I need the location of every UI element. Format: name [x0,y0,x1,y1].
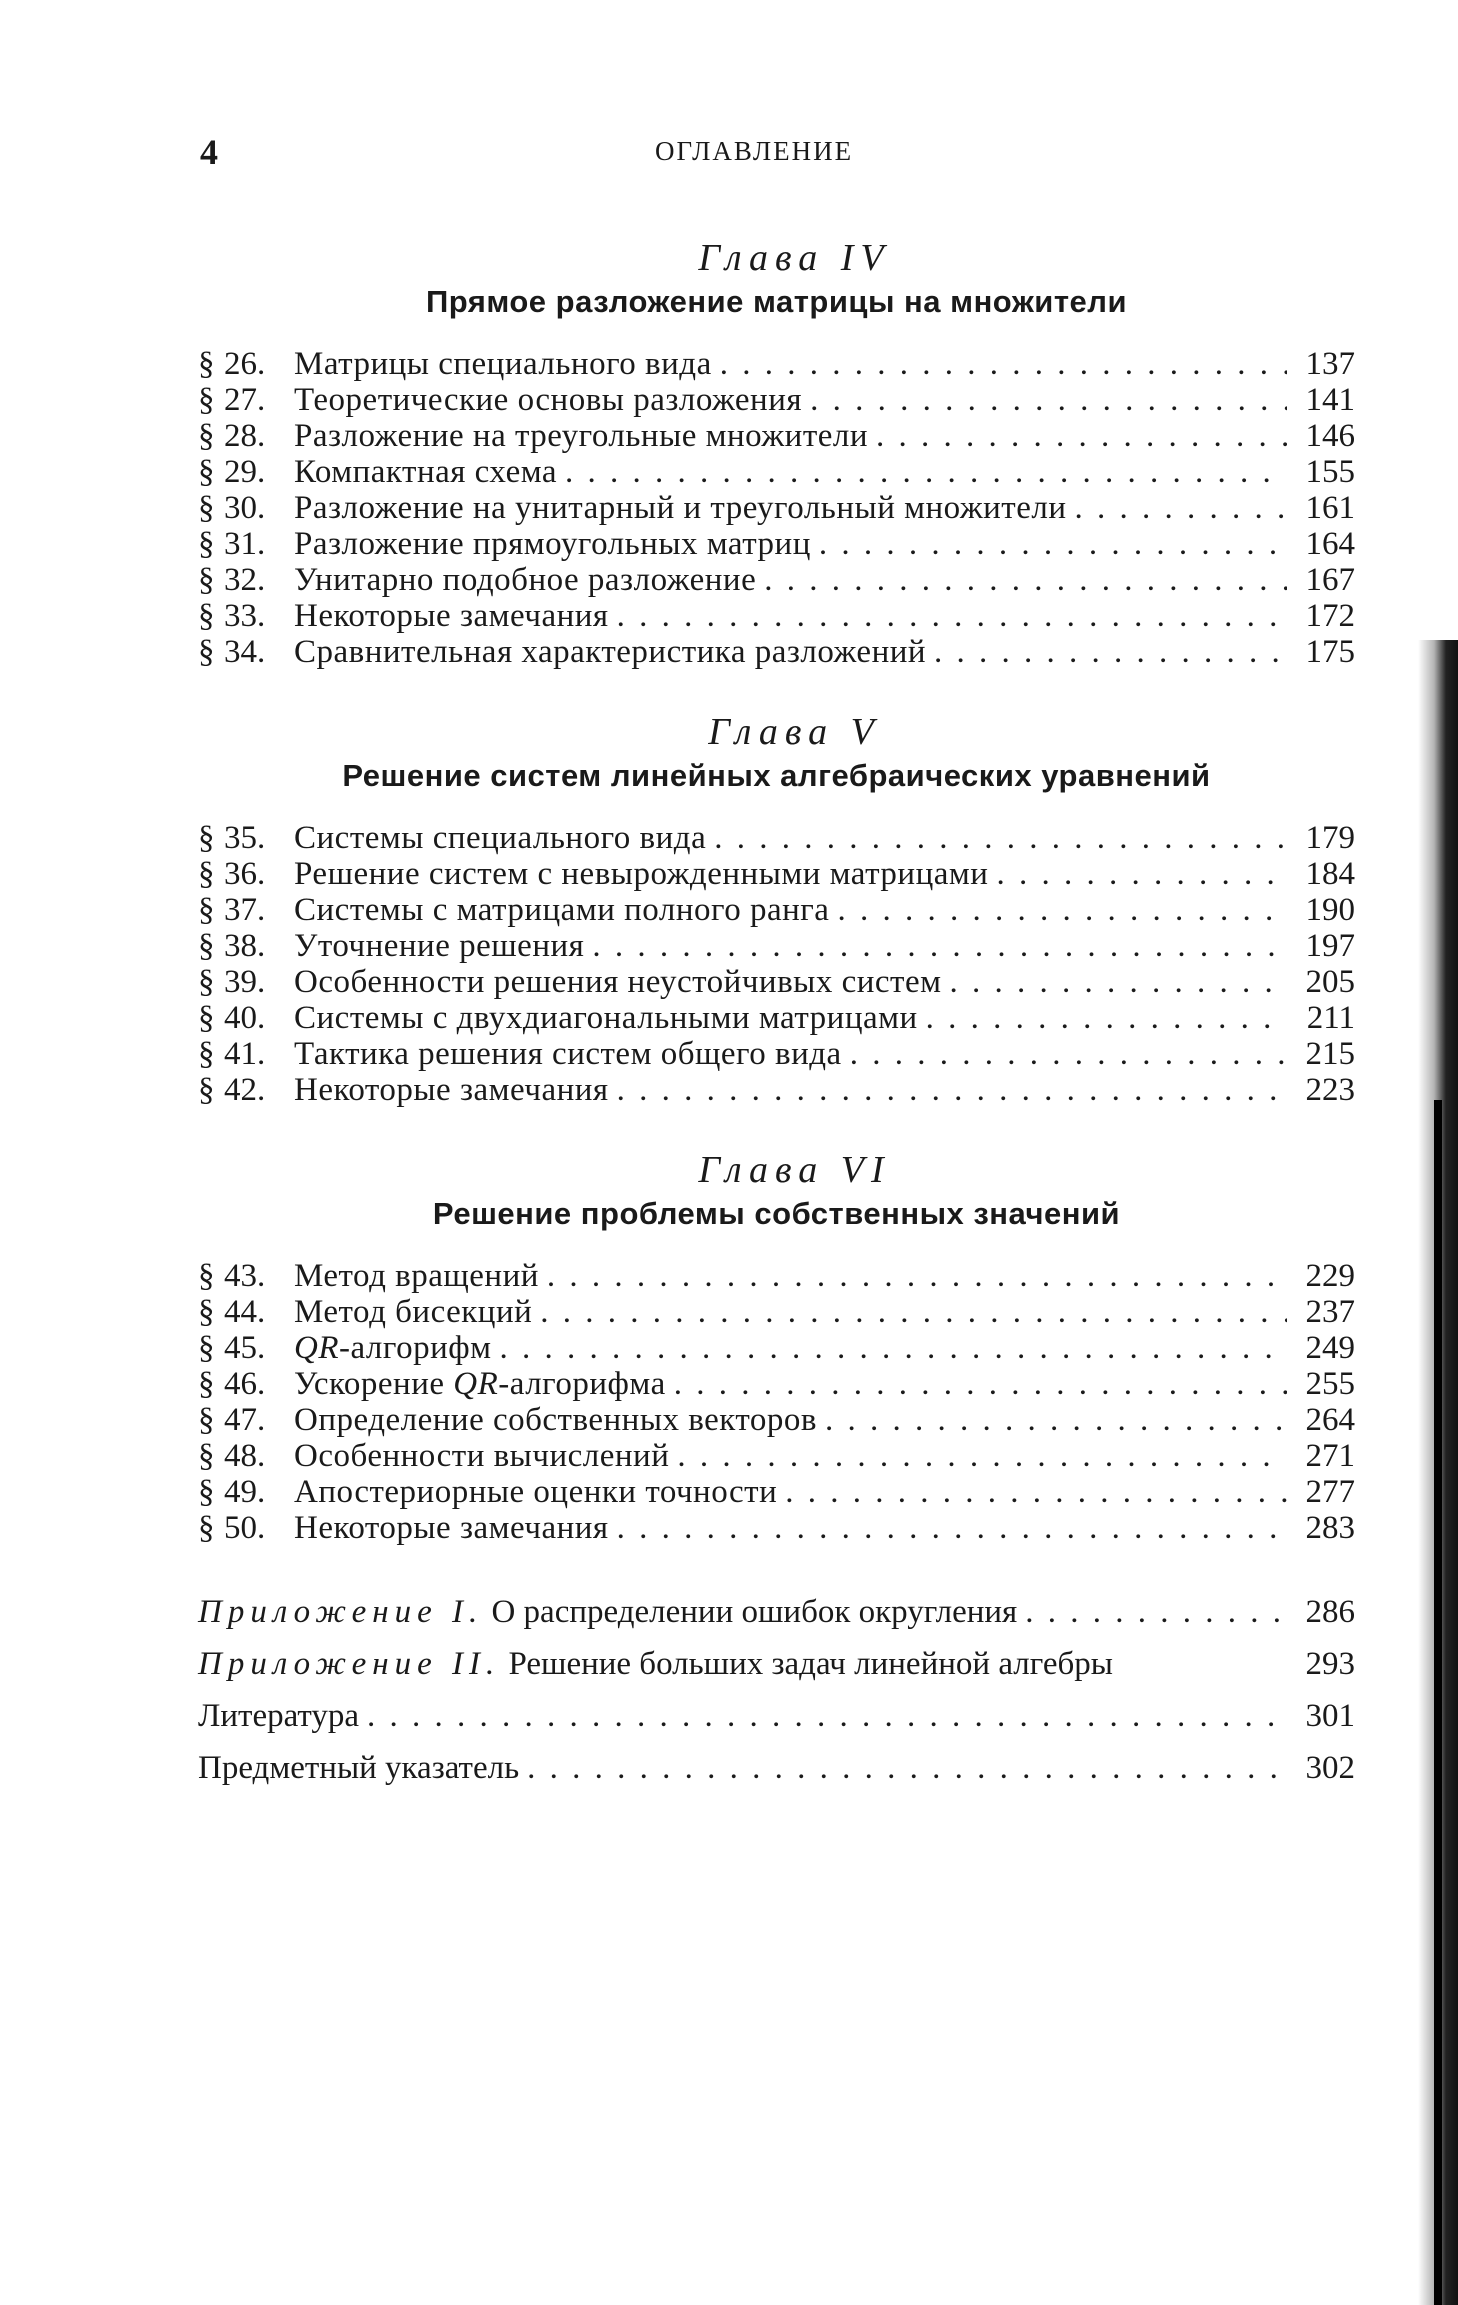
toc-entry[interactable] [198,382,1355,418]
section-title: Компактная схема [294,454,558,490]
toc-entry[interactable] [198,820,1355,856]
dot-leader [500,1330,1287,1366]
dot-leader [1025,1586,1287,1638]
section-title: Ускорение QR-алгорифма [294,1366,666,1402]
dot-leader [720,346,1287,382]
section-list [198,1258,1355,1546]
chapter-block [198,710,1355,1108]
dot-leader [996,856,1287,892]
section-title: Особенности решения неустойчивых систем [294,964,942,1000]
chapter-title: Решение проблемы собственных значений [432,1196,1121,1231]
page-reference: 161 [1305,490,1355,526]
section-title: Системы специального вида [294,820,707,856]
dot-leader [819,526,1287,562]
toc-entry[interactable] [198,1510,1355,1546]
appendix-text: Решение больших задач линейной алгебры [508,1646,1113,1682]
chapter-title: Решение систем линейных алгебраических уравнений [342,758,1211,793]
dot-leader [837,892,1287,928]
section-number: 37. [224,892,266,928]
dot-leader [547,1258,1287,1294]
dot-leader [677,1438,1287,1474]
page-reference: 184 [1305,856,1355,892]
dot-leader [540,1294,1287,1330]
appendix-title [198,1586,1017,1638]
section-number: 46. [224,1366,266,1402]
section-mark: § [198,1000,215,1036]
chapter-label: Глава V [708,711,881,753]
section-title: Апостериорные оценки точности [294,1474,778,1510]
section-title: Матрицы специального вида [294,346,712,382]
section-number: 42. [224,1072,266,1108]
section-number: 49. [224,1474,266,1510]
section-number: 27. [224,382,266,418]
appendix-label: Приложение II. [198,1646,501,1682]
table-of-contents [198,236,1355,1794]
dot-leader [617,1510,1287,1546]
dot-leader [527,1742,1287,1794]
section-title: Особенности вычислений [294,1438,670,1474]
running-head: ОГЛАВЛЕНИЕ [655,136,854,166]
page-number: 4 [200,132,218,172]
appendix-list [198,1586,1355,1794]
section-mark: § [198,490,215,526]
section-number: 36. [224,856,266,892]
section-mark: § [198,1072,215,1108]
chapter-block [198,1148,1355,1546]
section-number: 40. [224,1000,266,1036]
section-number: 43. [224,1258,266,1294]
section-title: Определение собственных векторов [294,1402,817,1438]
toc-entry[interactable] [198,1330,1355,1366]
section-mark: § [198,1258,215,1294]
section-title: Разложение на треугольные множители [294,418,869,454]
section-number: 41. [224,1036,266,1072]
toc-entry[interactable] [198,1366,1355,1402]
back-matter-title: Предметный указатель [198,1750,520,1786]
page-reference: 190 [1305,892,1355,928]
section-mark: § [198,820,215,856]
toc-entry[interactable] [198,598,1355,634]
section-title: Метод вращений [294,1258,539,1294]
toc-entry[interactable] [198,892,1355,928]
section-title: Теоретические основы разложения [294,382,803,418]
page-reference: 223 [1305,1072,1355,1108]
page-reference: 302 [1305,1750,1355,1786]
page-reference: 205 [1305,964,1355,1000]
toc-entry[interactable] [198,964,1355,1000]
page-reference: 283 [1305,1510,1355,1546]
page-reference: 301 [1305,1698,1355,1734]
section-title: Унитарно подобное разложение [294,562,757,598]
section-mark: § [198,964,215,1000]
section-number: 38. [224,928,266,964]
appendix-entry[interactable] [198,1586,1355,1638]
dot-leader [617,598,1287,634]
section-title: QR-алгорифм [294,1330,492,1366]
page-reference: 137 [1305,346,1355,382]
section-mark: § [198,562,215,598]
section-number: 39. [224,964,266,1000]
page-reference: 271 [1305,1438,1355,1474]
appendix-label: Приложение I. [198,1594,484,1630]
section-title: Тактика решения систем общего вида [294,1036,842,1072]
back-matter-entry[interactable] [198,1690,1355,1742]
section-mark: § [198,382,215,418]
section-number: 48. [224,1438,266,1474]
section-mark: § [198,634,215,670]
toc-entry[interactable] [198,1072,1355,1108]
section-mark: § [198,1366,215,1402]
dot-leader [764,562,1287,598]
back-matter-title: Литература [198,1698,360,1734]
section-number: 33. [224,598,266,634]
section-mark: § [198,928,215,964]
section-mark: § [198,598,215,634]
toc-entry[interactable] [198,856,1355,892]
dot-leader [714,820,1287,856]
chapter-label: Глава VI [698,1149,891,1191]
section-number: 28. [224,418,266,454]
page-reference: 293 [1305,1646,1355,1682]
section-mark: § [198,526,215,562]
dot-leader [926,1000,1287,1036]
section-mark: § [198,856,215,892]
page-reference: 167 [1305,562,1355,598]
toc-entry[interactable] [198,634,1355,670]
toc-entry[interactable] [198,418,1355,454]
toc-entry[interactable] [198,562,1355,598]
section-title: Разложение на унитарный и треугольный множители [294,490,1067,526]
toc-entry[interactable] [198,490,1355,526]
section-title: Некоторые замечания [294,1072,609,1108]
dot-leader [950,964,1288,1000]
page-reference: 286 [1305,1594,1355,1630]
section-title: Метод бисекций [294,1294,533,1330]
section-mark: § [198,346,215,382]
section-number: 35. [224,820,266,856]
toc-entry[interactable] [198,346,1355,382]
section-mark: § [198,1474,215,1510]
dot-leader [674,1366,1287,1402]
section-title: Некоторые замечания [294,1510,609,1546]
page-reference: 211 [1306,1000,1355,1036]
toc-entry[interactable] [198,1294,1355,1330]
page-reference: 215 [1305,1036,1355,1072]
toc-entry[interactable] [198,1474,1355,1510]
dot-leader [876,418,1287,454]
section-mark: § [198,1510,215,1546]
section-list [198,820,1355,1108]
dot-leader [565,454,1287,490]
dot-leader [934,634,1287,670]
dot-leader [592,928,1287,964]
section-title: Системы с матрицами полного ранга [294,892,830,928]
section-number: 26. [224,346,266,382]
page-reference: 175 [1305,634,1355,670]
appendix-text: О распределении ошибок округления [491,1594,1018,1630]
dot-leader [617,1072,1287,1108]
section-mark: § [198,1438,215,1474]
section-title: Решение систем с невырожденными матрицами [294,856,989,892]
chapter-title: Прямое разложение матрицы на множители [425,284,1128,319]
toc-entry[interactable] [198,1402,1355,1438]
toc-entry[interactable] [198,1438,1355,1474]
back-matter-entry[interactable] [198,1742,1355,1794]
section-number: 47. [224,1402,266,1438]
chapter-block [198,236,1355,670]
page-reference: 164 [1305,526,1355,562]
toc-entry[interactable] [198,526,1355,562]
section-number: 45. [224,1330,266,1366]
section-number: 31. [224,526,266,562]
section-list [198,346,1355,670]
section-mark: § [198,1402,215,1438]
section-number: 29. [224,454,266,490]
section-title: Разложение прямоугольных матриц [294,526,811,562]
section-mark: § [198,1330,215,1366]
section-mark: § [198,1036,215,1072]
page-reference: 277 [1305,1474,1355,1510]
dot-leader [1074,490,1287,526]
section-mark: § [198,454,215,490]
section-title: Некоторые замечания [294,598,609,634]
page-reference: 229 [1305,1258,1355,1294]
section-title: Системы с двухдиагональными матрицами [294,1000,918,1036]
page-reference: 197 [1305,928,1355,964]
toc-entry[interactable] [198,928,1355,964]
toc-entry[interactable] [198,454,1355,490]
toc-entry[interactable] [198,1258,1355,1294]
section-mark: § [198,892,215,928]
appendix-entry[interactable] [198,1638,1355,1690]
page-reference: 146 [1305,418,1355,454]
dot-leader [785,1474,1287,1510]
page-reference: 155 [1305,454,1355,490]
section-number: 44. [224,1294,266,1330]
section-number: 50. [224,1510,266,1546]
section-mark: § [198,418,215,454]
page-reference: 237 [1305,1294,1355,1330]
dot-leader [825,1402,1287,1438]
dot-leader [367,1690,1287,1742]
page-reference: 141 [1305,382,1355,418]
section-number: 30. [224,490,266,526]
toc-entry[interactable] [198,1000,1355,1036]
chapter-label: Глава IV [698,237,891,279]
section-number: 34. [224,634,266,670]
section-title: Сравнительная характеристика разложений [294,634,927,670]
dot-leader [850,1036,1287,1072]
page-reference: 179 [1305,820,1355,856]
appendix-title [198,1638,1113,1690]
section-number: 32. [224,562,266,598]
dot-leader [810,382,1287,418]
page-reference: 264 [1305,1402,1355,1438]
page-edge-line [1434,1100,1442,2305]
section-mark: § [198,1294,215,1330]
page-reference: 255 [1305,1366,1355,1402]
section-title: Уточнение решения [294,928,585,964]
page-reference: 172 [1305,598,1355,634]
toc-entry[interactable] [198,1036,1355,1072]
page-reference: 249 [1305,1330,1355,1366]
